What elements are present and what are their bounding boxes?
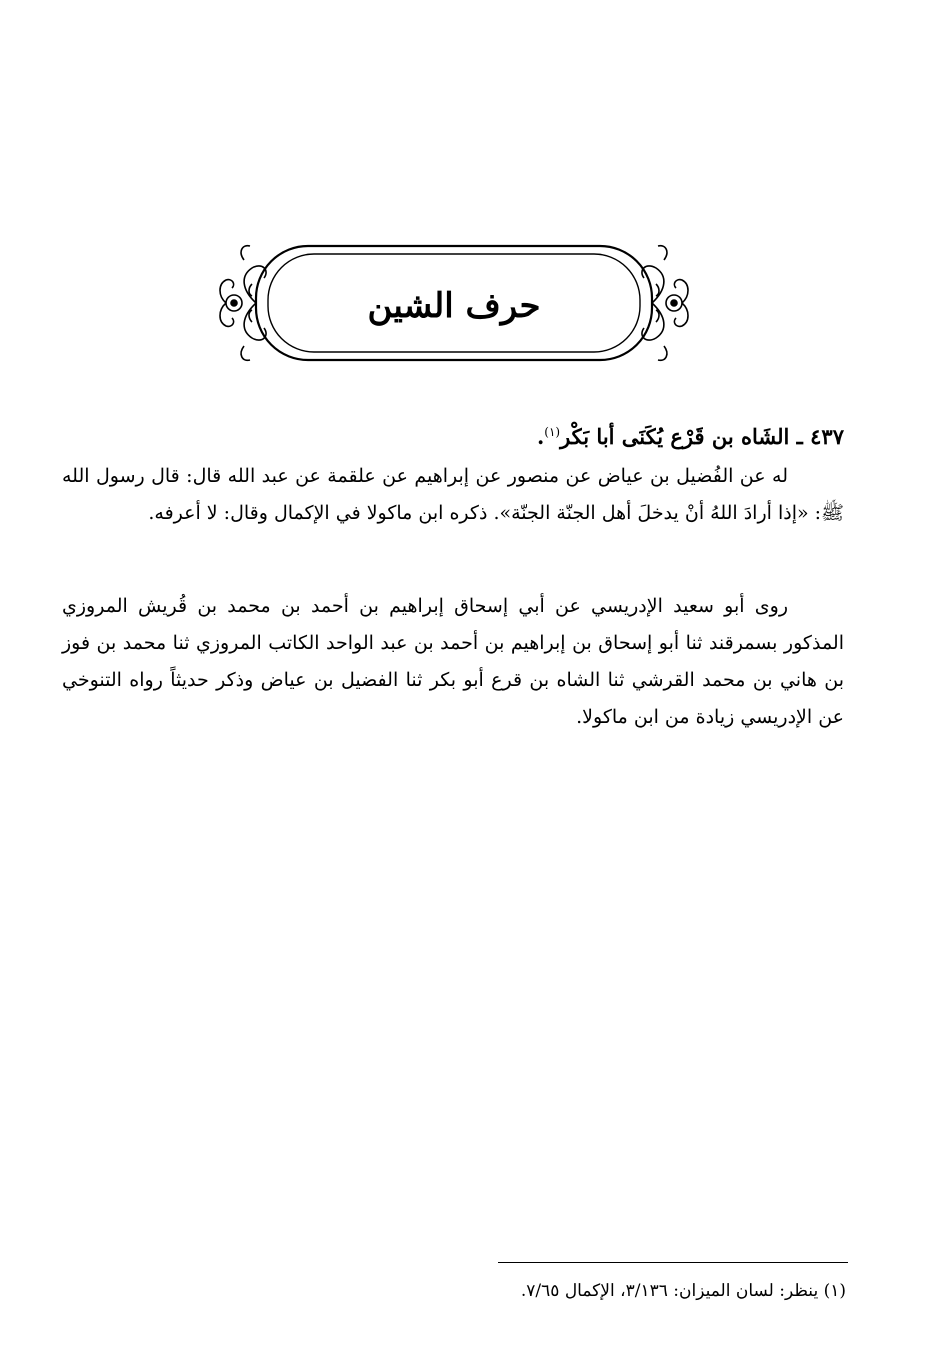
entry-heading-text: ـ الشَاه بن قَرْع يُكَنَى أبا بَكْر — [560, 424, 803, 449]
paragraph-2: روى أبو سعيد الإدريسي عن أبي إسحاق إبراهيم بن أحمد بن محمد بن قُريش المروزي المذكور بسمرقند ثنا أبو إسحاق بن إبراهيم بن أحمد بن عبد الواحد الكاتب المروزي ثنا محمد بن فوز بن هاني بن محمد القرشي ثنا الشاه بن قرع أبو بكر ثنا الفضيل بن عياض وذكر حديثاً رواه التنوخي عن الإدريسي زيادة من ابن ماكولا. — [62, 595, 844, 728]
chapter-title: حرف الشين — [367, 286, 541, 326]
footnote-reference: (١) — [544, 425, 561, 439]
entry-heading-end: . — [536, 424, 545, 449]
paragraph-1: له عن الفُضيل بن عياض عن منصور عن إبراهيم عن علقمة عن عبد الله قال: قال رسول الله ﷺ: «إذا أرادَ اللهُ أنْ يدخلَ أهل الجنّة الجنّة». ذكره ابن ماكولا في الإكمال وقال: لا أعرفه. — [62, 465, 844, 524]
footnote: (١) ينظر: لسان الميزان: ٣/١٣٦، الإكمال ٧/٦٥. — [520, 1281, 846, 1301]
footnote-divider — [498, 1262, 848, 1263]
chapter-heading-frame — [212, 240, 696, 366]
entry-heading — [62, 414, 844, 455]
entry-number: ٤٣٧ — [810, 424, 844, 449]
